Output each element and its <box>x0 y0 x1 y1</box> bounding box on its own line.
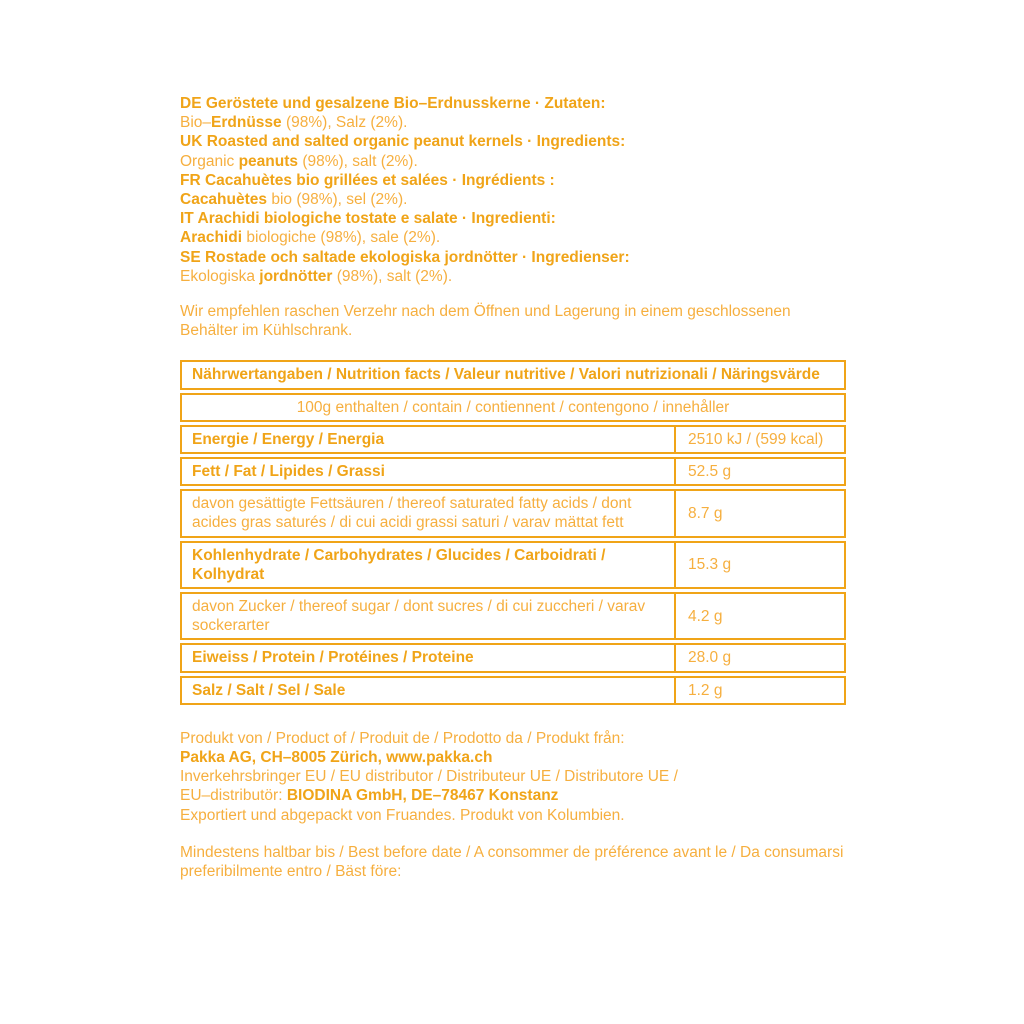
nutrition-serving: 100g enthalten / contain / contiennent / contengono / innehåller <box>296 398 730 416</box>
ingredients-se <box>180 248 846 286</box>
ingredients-de <box>180 94 846 132</box>
nutrition-row-label: Energie / Energy / Energia <box>192 430 385 448</box>
nutrition-row-value: 8.7 g <box>674 491 844 535</box>
nutrition-row-saturated-fat <box>180 489 846 537</box>
ingredients-detail-bold: Cacahuètes <box>180 191 268 209</box>
ingredients-heading-fr: FR Cacahuètes bio grillées et salées · Ingrédients : <box>180 171 555 189</box>
distributor-prefix: EU–distributör: <box>180 787 287 805</box>
nutrition-row-carbohydrates <box>180 541 846 589</box>
ingredients-detail-suffix: (98%), salt (2%). <box>332 267 453 285</box>
producer-section <box>180 729 846 825</box>
ingredients-detail-bold: Arachidi <box>180 229 243 247</box>
ingredients-detail-bold: peanuts <box>238 152 299 170</box>
nutrition-row-label: Fett / Fat / Lipides / Grassi <box>192 463 385 481</box>
ingredients-detail-prefix: Organic <box>180 152 239 170</box>
nutrition-row-label: Eiweiss / Protein / Protéines / Proteine <box>192 649 474 667</box>
producer-company: Pakka AG, CH–8005 Zürich, www.pakka.ch <box>180 749 493 767</box>
ingredients-heading-uk: UK Roasted and salted organic peanut kernels · Ingredients: <box>180 133 626 151</box>
export-line: Exportiert und abgepackt von Fruandes. Produkt von Kolumbien. <box>180 806 625 824</box>
ingredients-fr <box>180 171 846 209</box>
distributor-company-line <box>180 786 846 805</box>
nutrition-row-value: 1.2 g <box>674 678 844 703</box>
ingredients-detail-de <box>180 113 846 132</box>
distributor-line: Inverkehrsbringer EU / EU distributor / Distributeur UE / Distributore UE / <box>180 768 678 786</box>
ingredients-detail-se <box>180 267 846 286</box>
nutrition-row-energy <box>180 425 846 454</box>
ingredients-detail-uk <box>180 152 846 171</box>
ingredients-heading-it: IT Arachidi biologiche tostate e salate · Ingredienti: <box>180 210 556 228</box>
ingredients-detail-suffix: biologiche (98%), sale (2%). <box>242 229 441 247</box>
nutrition-title-row <box>180 360 846 389</box>
ingredients-detail-suffix: (98%), Salz (2%). <box>281 114 408 132</box>
nutrition-row-label: Salz / Salt / Sel / Sale <box>192 681 346 699</box>
nutrition-row-salt <box>180 676 846 705</box>
producer-line: Produkt von / Product of / Produit de / Prodotto da / Produkt från: <box>180 729 625 747</box>
nutrition-row-sugar <box>180 592 846 640</box>
nutrition-row-value: 52.5 g <box>674 459 844 484</box>
product-label <box>180 94 846 881</box>
nutrition-row-value: 4.2 g <box>674 594 844 638</box>
ingredients-detail-it <box>180 228 846 247</box>
nutrition-title: Nährwertangaben / Nutrition facts / Valeur nutritive / Valori nutrizionali / Näringsvärde <box>192 366 820 384</box>
ingredients-uk <box>180 132 846 170</box>
nutrition-serving-row <box>180 393 846 422</box>
nutrition-row-fat <box>180 457 846 486</box>
nutrition-table <box>180 360 846 704</box>
distributor-company: BIODINA GmbH, DE–78467 Konstanz <box>286 787 559 805</box>
ingredients-detail-suffix: (98%), salt (2%). <box>298 152 418 170</box>
ingredients-detail-bold: jordnötter <box>259 267 333 285</box>
best-before-note: Mindestens haltbar bis / Best before date / A consommer de préférence avant le / Da consumarsi preferibilmente entro / Bäst före: <box>180 843 844 881</box>
nutrition-row-label: Kohlenhydrate / Carbohydrates / Glucides / Carboidrati / Kolhydrat <box>192 546 606 583</box>
nutrition-row-label: davon gesättigte Fettsäuren / thereof saturated fatty acids / dont acides gras saturés / di cui acidi grassi saturi / varav mättat fett <box>192 495 632 532</box>
ingredients-section <box>180 94 846 286</box>
storage-note: Wir empfehlen raschen Verzehr nach dem Öffnen und Lagerung in einem geschlossenen Behälter im Kühlschrank. <box>180 303 791 340</box>
ingredients-detail-prefix: Bio– <box>180 114 212 132</box>
ingredients-heading-de: DE Geröstete und gesalzene Bio–Erdnusskerne · Zutaten: <box>180 95 606 112</box>
ingredients-detail-bold: Erdnüsse <box>211 114 282 132</box>
ingredients-detail-suffix: bio (98%), sel (2%). <box>267 191 408 209</box>
ingredients-heading-se: SE Rostade och saltade ekologiska jordnötter · Ingredienser: <box>180 248 630 266</box>
nutrition-row-label: davon Zucker / thereof sugar / dont sucres / di cui zuccheri / varav sockerarter <box>192 598 646 635</box>
nutrition-row-value: 15.3 g <box>674 543 844 587</box>
nutrition-row-protein <box>180 643 846 672</box>
nutrition-row-value: 2510 kJ / (599 kcal) <box>674 427 844 452</box>
nutrition-row-value: 28.0 g <box>674 645 844 670</box>
ingredients-it <box>180 209 846 247</box>
ingredients-detail-prefix: Ekologiska <box>180 267 260 285</box>
ingredients-detail-fr <box>180 190 846 209</box>
